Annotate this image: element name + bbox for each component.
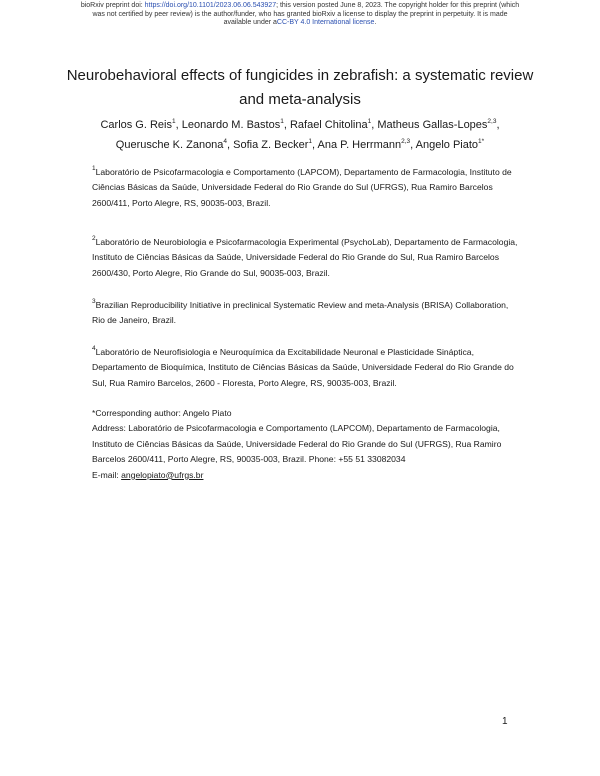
- author-name: Sofia Z. Becker: [233, 139, 309, 151]
- page-number: 1: [502, 716, 508, 727]
- author-affiliation-mark: 2,3: [487, 118, 497, 125]
- author-list: [60, 115, 540, 155]
- author-separator: ,: [227, 139, 234, 151]
- author-separator: ,: [371, 119, 378, 131]
- affiliation: [92, 165, 522, 211]
- notice-line1-suffix: ; this version posted June 8, 2023. The copyright holder for this preprint (which: [276, 2, 520, 9]
- author-name: Leonardo M. Bastos: [181, 119, 281, 131]
- corresponding-author-block: [92, 406, 522, 483]
- notice-line3-suffix: .: [374, 19, 377, 27]
- affiliation-text: Laboratório de Psicofarmacologia e Comportamento (LAPCOM), Departamento de Farmacologia, Instituto de Ciências Básicas da Saúde, Universidade Federal do Rio Grande do Sul (UFRGS), Rua Ramiro Barcelos 2600/411, Porto Alegre, RS, 90035-003, Brazil.: [92, 167, 512, 208]
- affiliation-number: 2: [92, 235, 96, 242]
- affiliation-number: 3: [92, 298, 96, 305]
- author-separator: ,: [175, 119, 182, 131]
- notice-line3-prefix: available under a: [223, 19, 277, 27]
- affiliation: [92, 235, 522, 281]
- affiliation: [92, 345, 522, 391]
- preprint-notice: [40, 2, 560, 28]
- affiliation-text: Brazilian Reproducibility Initiative in preclinical Systematic Review and meta-Analysis (BRISA) Collaboration, Rio de Janeiro, Brazil.: [92, 300, 509, 326]
- author: [233, 139, 317, 151]
- author-affiliation-mark: 1: [308, 138, 312, 145]
- affiliation-number: 1: [92, 165, 96, 172]
- email-link[interactable]: angelopiato@ufrgs.br: [121, 469, 204, 480]
- author-name: Querusche K. Zanona: [115, 139, 224, 151]
- author-separator: ,: [496, 119, 500, 131]
- email-line: [92, 468, 522, 483]
- author-affiliation-mark: 1: [280, 118, 284, 125]
- author: [318, 139, 416, 151]
- author-name: Rafael Chitolina: [289, 119, 368, 131]
- license-link[interactable]: CC-BY 4.0 International license: [276, 19, 375, 27]
- affiliation-text: Laboratório de Neurofisiologia e Neuroquímica da Excitabilidade Neuronal e Plasticidade Sináptica, Departamento de Bioquímica, Instituto de Ciências Básicas da Saúde, Universidade Federal do Rio Grande do Sul, Rua Ramiro Barcelos, 2600 - Floresta, Porto Alegre, RS, 90035-003, Brazil.: [92, 347, 514, 388]
- author: [416, 139, 485, 151]
- email-label: E-mail:: [92, 469, 122, 480]
- author: [182, 119, 290, 131]
- author: [377, 119, 499, 131]
- notice-line1-prefix: bioRxiv preprint doi:: [80, 2, 145, 9]
- affiliation-text: Laboratório de Neurobiologia e Psicofarmacologia Experimental (PsychoLab), Departamento de Farmacologia, Instituto de Ciências Básicas da Saúde, Universidade Federal do Rio Grande do Sul, Rua Ramiro Barcelos 2600/430, Porto Alegre, Rio Grande do Sul, 90035-003, Brazil.: [92, 237, 518, 278]
- author-affiliation-mark: 2,3: [401, 138, 411, 145]
- notice-line2: was not certified by peer review) is the author/funder, who has granted bioRxiv a license to display the preprint in perpetuity. It is made: [92, 10, 508, 18]
- author-separator: ,: [312, 139, 318, 151]
- author-name: Matheus Gallas-Lopes: [377, 119, 488, 131]
- author-name: Carlos G. Reis: [100, 119, 172, 131]
- author: [100, 119, 181, 131]
- corresponding-author-label: *Corresponding author: Angelo Piato: [92, 408, 232, 418]
- author: [116, 139, 233, 151]
- author-affiliation-mark: 4: [223, 138, 228, 145]
- corresponding-address: Address: Laboratório de Psicofarmacologia e Comportamento (LAPCOM), Departamento de Farmacologia, Instituto de Ciências Básicas da Saúde, Universidade Federal do Rio Grande do Sul (UFRGS), Rua Ramiro Barcelos 2600/411, Porto Alegre, RS, 90035-003, Brazil. Phone: +55 51 33082034: [92, 423, 502, 465]
- author: [290, 119, 377, 131]
- affiliation: [92, 298, 522, 329]
- doi-link[interactable]: https://doi.org/10.1101/2023.06.06.543927: [144, 2, 277, 9]
- author-affiliation-mark: 1*: [478, 138, 485, 145]
- author-name: Angelo Piato: [415, 139, 479, 151]
- author-affiliation-mark: 1: [367, 118, 372, 125]
- paper-title: Neurobehavioral effects of fungicides in zebrafish: a systematic review and meta-analysis: [66, 67, 534, 108]
- author-affiliation-mark: 1: [172, 118, 176, 125]
- author-separator: ,: [283, 119, 290, 131]
- author-separator: ,: [410, 139, 416, 151]
- affiliation-number: 4: [92, 345, 96, 352]
- author-name: Ana P. Herrmann: [317, 139, 402, 151]
